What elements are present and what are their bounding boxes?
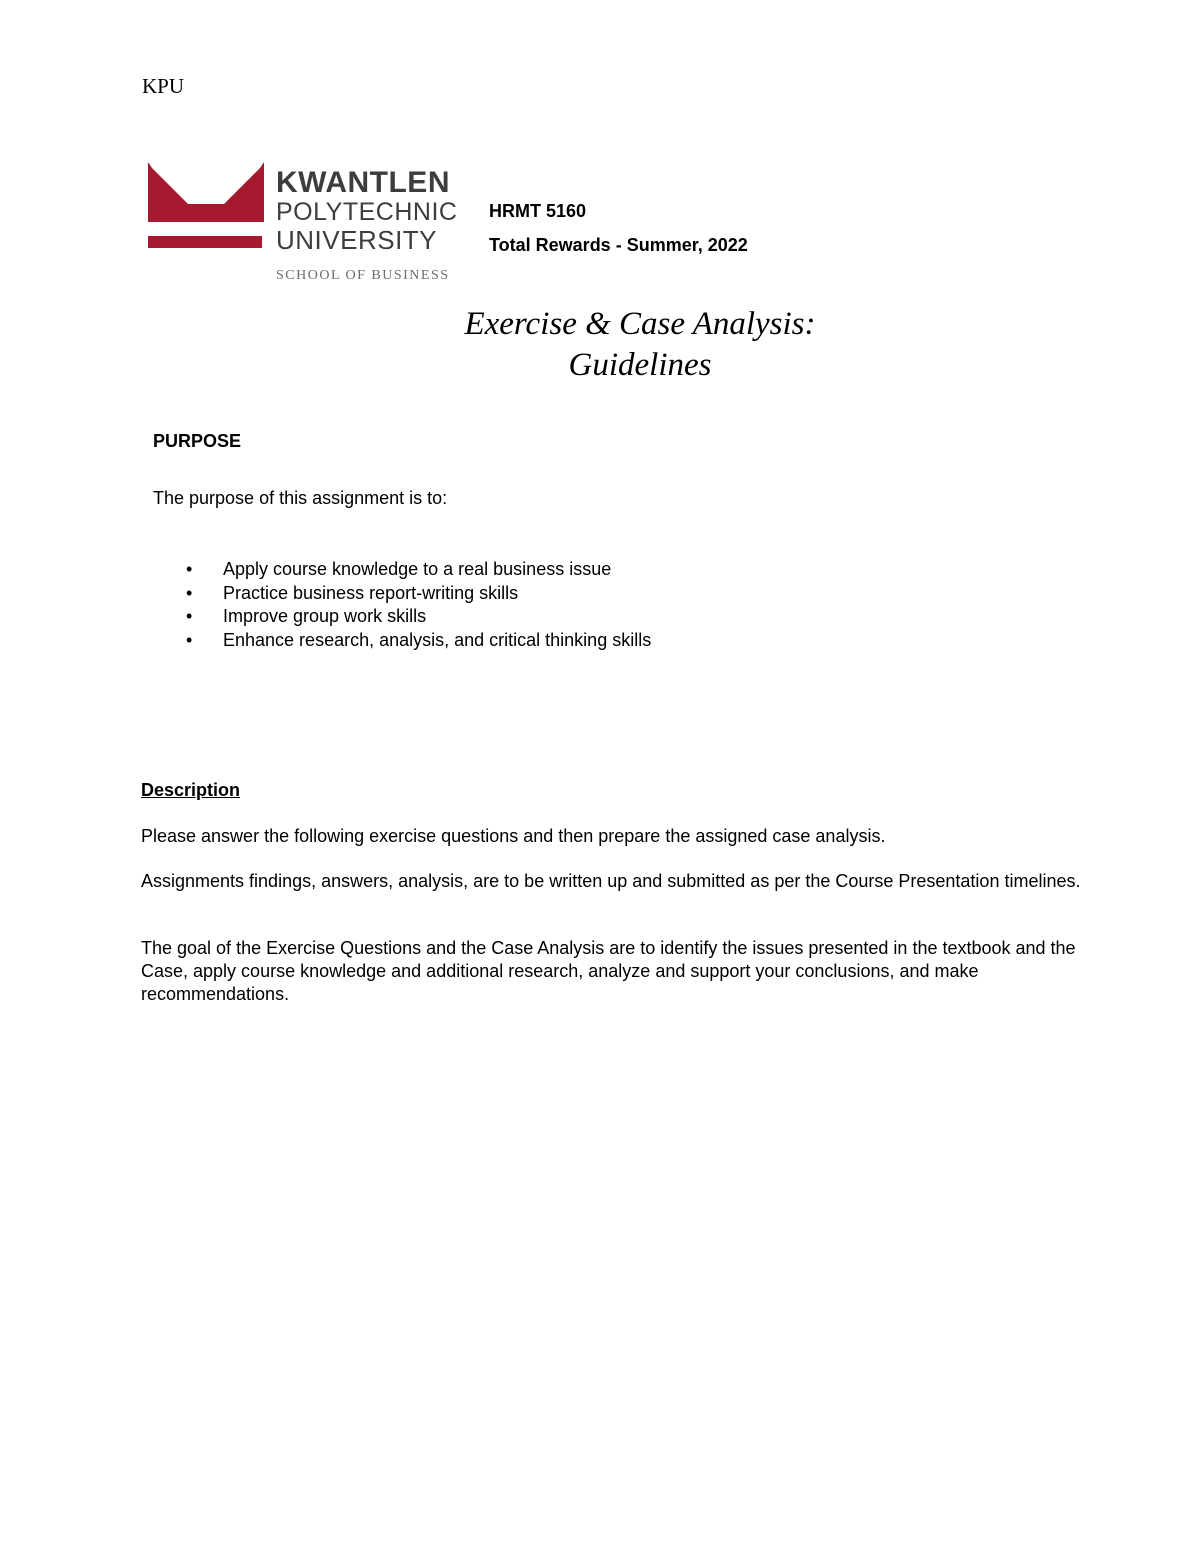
purpose-list [186,558,651,652]
course-name: Total Rewards - Summer, 2022 [489,235,748,255]
logo-line-school: SCHOOL OF BUSINESS [276,268,450,283]
kpu-k-mark-icon [148,160,264,250]
title-line-2: Guidelines [568,347,712,383]
kpu-logo [148,158,468,283]
course-code: HRMT 5160 [489,201,587,221]
purpose-intro: The purpose of this assignment is to: [153,488,448,508]
list-item: • Improve group work skills [186,605,651,629]
title-line-1: Exercise & Case Analysis: [464,306,816,342]
description-paragraph: Please answer the following exercise questions and then prepare the assigned case analysis. [141,826,886,846]
list-item: • Apply course knowledge to a real business issue [186,558,651,582]
list-item: • Enhance research, analysis, and critical thinking skills [186,629,651,653]
list-item: • Practice business report-writing skills [186,582,651,606]
logo-line-university: UNIVERSITY [276,225,438,255]
logo-line-kwantlen: KWANTLEN [276,166,450,199]
logo-line-polytechnic: POLYTECHNIC [276,198,458,226]
running-header: KPU [142,74,185,98]
logo-wordmark [276,168,457,283]
purpose-heading: PURPOSE [153,431,242,451]
description-paragraph: Assignments findings, answers, analysis, are to be written up and submitted as per the Course Presentation timelines. [141,871,1081,891]
description-paragraph: The goal of the Exercise Questions and the Case Analysis are to identify the issues presented in the textbook and the Case, apply course knowledge and additional research, analyze and support your conclusions, and make recommendations. [141,938,1076,1004]
description-heading: Description [141,780,241,800]
document-title [340,304,940,386]
